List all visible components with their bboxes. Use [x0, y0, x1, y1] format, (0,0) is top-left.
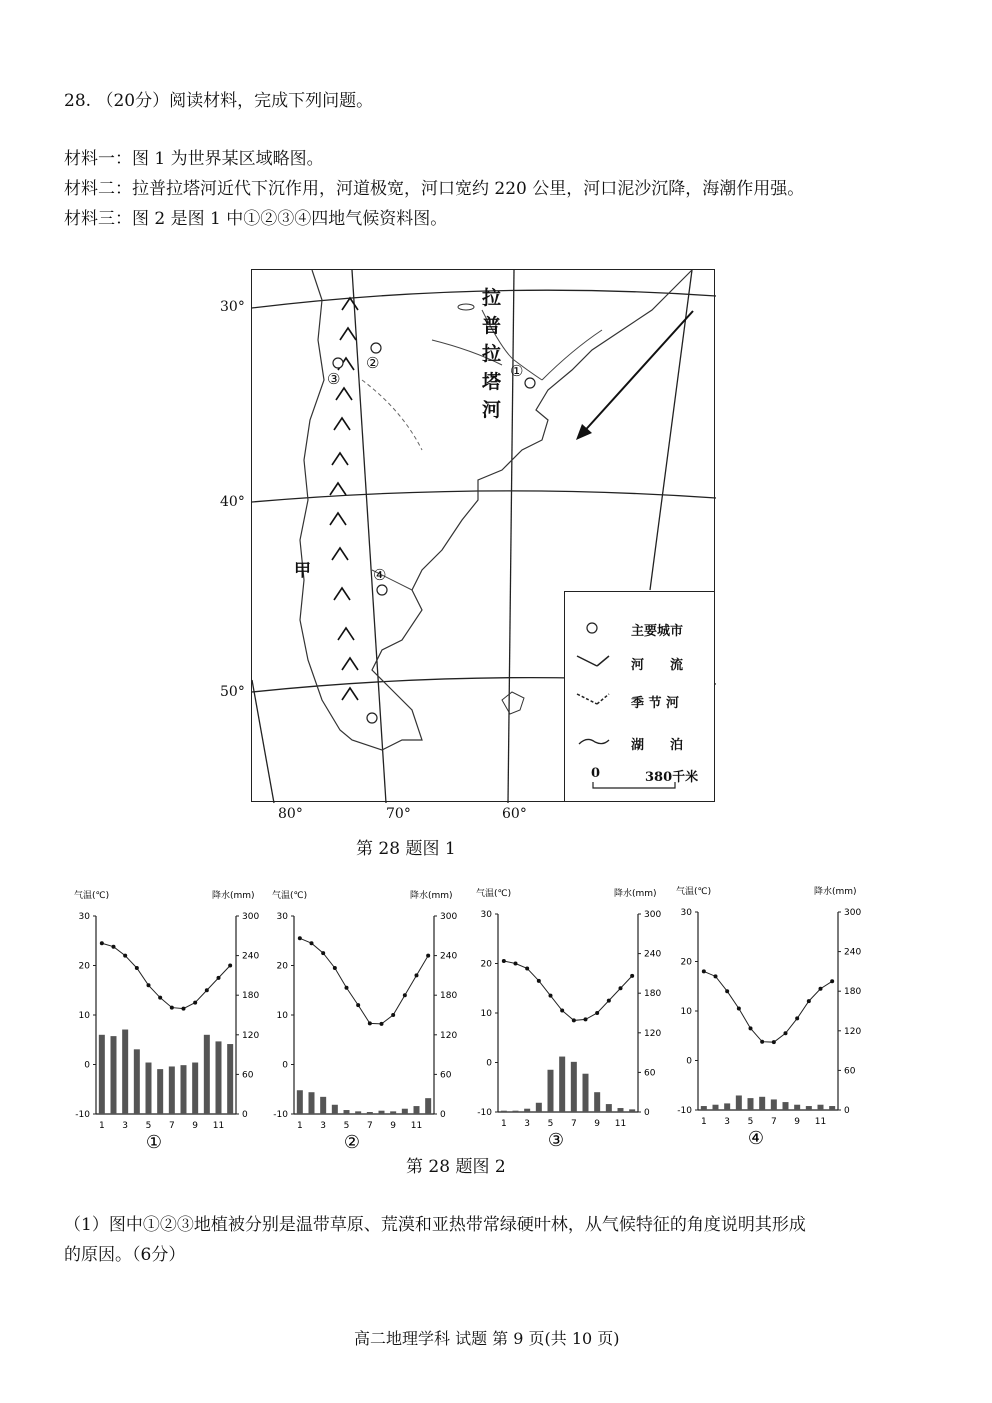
temp-tick-label: 0 — [686, 1056, 692, 1067]
temp-point — [391, 1013, 395, 1017]
temp-point — [725, 989, 729, 993]
month-tick-label: 11 — [814, 1117, 827, 1127]
precip-bar — [146, 1063, 152, 1114]
climate-chart-1 — [72, 886, 272, 1153]
temp-tick-label: 30 — [480, 910, 492, 920]
precip-tick-label: 180 — [844, 987, 862, 998]
precip-tick-label: 60 — [844, 1066, 856, 1077]
temp-point — [193, 1001, 197, 1005]
precip-axis-label: 降水(mm) — [212, 891, 255, 901]
precip-bar — [536, 1103, 542, 1112]
precip-bar — [157, 1069, 163, 1114]
month-tick-label: 3 — [524, 1119, 531, 1129]
precip-tick-label: 0 — [844, 1106, 850, 1116]
month-tick-label: 1 — [500, 1119, 507, 1129]
lat-40: 40° — [220, 494, 245, 510]
temp-line — [300, 938, 428, 1024]
precip-bar — [618, 1108, 624, 1112]
precip-bar — [355, 1111, 361, 1114]
material-1: 材料一：图 1 为世界某区域略图。 — [64, 149, 324, 169]
temp-point — [784, 1031, 788, 1035]
temp-line — [102, 943, 230, 1008]
month-tick-label: 11 — [614, 1119, 627, 1129]
temp-tick-label: 30 — [78, 912, 90, 922]
temp-axis-label: 气温(℃) — [476, 889, 512, 899]
climate-chart-2 — [270, 886, 470, 1153]
precip-bar — [227, 1044, 233, 1114]
precip-bar — [736, 1095, 742, 1110]
climate-chart-3 — [474, 884, 674, 1151]
month-tick-label: 5 — [343, 1121, 350, 1131]
temp-point — [182, 1007, 186, 1011]
river-label-5: 河 — [482, 399, 502, 421]
temp-tick-label: 10 — [680, 1007, 692, 1017]
precip-bar — [379, 1111, 385, 1114]
precip-bar — [414, 1106, 420, 1114]
precip-tick-label: 300 — [644, 910, 662, 920]
temp-point — [356, 1003, 360, 1007]
temp-point — [772, 1040, 776, 1044]
map-legend — [564, 591, 715, 802]
temp-point — [584, 1017, 588, 1021]
temp-point — [228, 964, 232, 968]
temp-point — [380, 1022, 384, 1026]
precip-tick-label: 300 — [242, 912, 260, 922]
month-tick-label: 9 — [594, 1119, 601, 1129]
chart-title: ③ — [547, 1130, 565, 1151]
temp-point — [502, 959, 506, 963]
precip-bar — [134, 1049, 140, 1114]
temp-point — [333, 966, 337, 970]
temp-axis-label: 气温(℃) — [676, 887, 712, 897]
temp-point — [572, 1018, 576, 1022]
month-tick-label: 1 — [98, 1121, 105, 1131]
seasonal-river-symbol-icon — [575, 686, 615, 714]
temp-point — [415, 973, 419, 977]
lon-80: 80° — [278, 806, 303, 822]
temp-point — [217, 976, 221, 980]
temp-point — [595, 1011, 599, 1015]
precip-bar — [759, 1097, 765, 1110]
precip-tick-label: 0 — [440, 1110, 446, 1120]
precip-tick-label: 120 — [844, 1026, 862, 1037]
month-tick-label: 7 — [770, 1117, 777, 1127]
precip-tick-label: 240 — [440, 951, 458, 962]
precip-tick-label: 0 — [644, 1108, 650, 1118]
month-tick-label: 1 — [700, 1117, 707, 1127]
precip-tick-label: 300 — [844, 908, 862, 918]
precip-tick-label: 300 — [440, 912, 458, 922]
city-symbol-icon — [575, 614, 615, 642]
lat-50: 50° — [220, 684, 245, 700]
precip-bar — [829, 1106, 835, 1110]
temp-point — [795, 1016, 799, 1020]
precip-bar — [425, 1098, 431, 1114]
precip-tick-label: 240 — [242, 951, 260, 962]
chart-title: ② — [343, 1132, 361, 1153]
precip-tick-label: 120 — [644, 1028, 662, 1039]
climate-chart-svg — [72, 886, 272, 1153]
temp-point — [830, 979, 834, 983]
temp-tick-label: 10 — [78, 1011, 90, 1021]
temp-axis-label: 气温(℃) — [272, 891, 308, 901]
temp-tick-label: 20 — [480, 959, 492, 970]
temp-point — [807, 999, 811, 1003]
temp-tick-label: 30 — [680, 908, 692, 918]
river-label-3: 拉 — [482, 343, 502, 365]
charts-caption: 第 28 题图 2 — [406, 1157, 506, 1177]
temp-point — [702, 969, 706, 973]
sub-question-line-2: 的原因。（6分） — [64, 1245, 186, 1265]
month-tick-label: 1 — [296, 1121, 303, 1131]
scale-value: 380千米 — [645, 770, 699, 785]
month-tick-label: 9 — [794, 1117, 801, 1127]
month-tick-label: 7 — [570, 1119, 577, 1129]
climate-chart-4 — [674, 882, 874, 1149]
question-title: 28. （20分）阅读材料，完成下列问题。 — [64, 91, 374, 111]
precip-bar — [629, 1109, 635, 1112]
temp-point — [205, 988, 209, 992]
legend-lake: 湖 泊 — [565, 728, 716, 756]
temp-tick-label: 20 — [276, 961, 288, 972]
month-tick-label: 5 — [145, 1121, 152, 1131]
month-tick-label: 7 — [168, 1121, 175, 1131]
precip-bar — [344, 1110, 350, 1114]
precip-bar — [122, 1030, 128, 1114]
temp-point — [403, 993, 407, 997]
precip-axis-label: 降水(mm) — [614, 889, 657, 899]
month-tick-label: 11 — [212, 1121, 225, 1131]
temp-point — [514, 962, 518, 966]
climate-chart-svg — [474, 884, 674, 1151]
precip-axis-label: 降水(mm) — [814, 887, 857, 897]
temp-point — [630, 974, 634, 978]
month-tick-label: 9 — [192, 1121, 199, 1131]
temp-point — [737, 1007, 741, 1011]
lon-60: 60° — [502, 806, 527, 822]
temp-tick-label: 20 — [680, 957, 692, 968]
river-label-1: 拉 — [482, 287, 502, 309]
precip-tick-label: 60 — [644, 1068, 656, 1079]
precip-tick-label: 0 — [242, 1110, 248, 1120]
precip-bar — [806, 1106, 812, 1110]
temp-point — [619, 986, 623, 990]
temp-point — [345, 986, 349, 990]
temp-line — [504, 961, 632, 1020]
temp-tick-label: 0 — [84, 1060, 90, 1071]
city-marker-2: ② — [366, 354, 380, 372]
temp-tick-label: 10 — [276, 1011, 288, 1021]
precip-bar — [571, 1062, 577, 1112]
precip-bar — [748, 1098, 754, 1110]
scale-zero: 0 — [591, 766, 601, 781]
month-tick-label: 3 — [320, 1121, 327, 1131]
temp-tick-label: -10 — [677, 1106, 692, 1116]
city-marker-3: ③ — [327, 370, 341, 388]
temp-point — [112, 945, 116, 949]
precip-bar — [320, 1097, 326, 1114]
precip-bar — [559, 1057, 565, 1112]
temp-point — [170, 1006, 174, 1010]
precip-bar — [332, 1105, 338, 1114]
month-tick-label: 5 — [547, 1119, 554, 1129]
legend-river: 河 流 — [565, 648, 716, 676]
precip-bar — [771, 1099, 777, 1110]
precip-bar — [606, 1104, 612, 1112]
precip-bar — [216, 1041, 222, 1114]
precip-bar — [524, 1109, 530, 1112]
temp-point — [525, 966, 529, 970]
scale-bar — [591, 782, 681, 792]
temp-point — [135, 966, 139, 970]
precip-bar — [583, 1074, 589, 1112]
material-2: 材料二：拉普拉塔河近代下沉作用，河道极宽，河口宽约 220 公里，河口泥沙沉降，海潮作用强。 — [64, 179, 805, 199]
temp-tick-label: -10 — [273, 1110, 288, 1120]
temp-point — [298, 936, 302, 940]
month-tick-label: 9 — [390, 1121, 397, 1131]
temp-tick-label: -10 — [75, 1110, 90, 1120]
temp-tick-label: 10 — [480, 1009, 492, 1019]
river-label-2: 普 — [482, 315, 502, 337]
climate-chart-svg — [270, 886, 470, 1153]
lat-30: 30° — [220, 299, 245, 315]
temp-point — [100, 941, 104, 945]
precip-bar — [297, 1090, 303, 1114]
climate-chart-svg — [674, 882, 874, 1149]
precip-bar — [713, 1105, 719, 1110]
precip-bar — [701, 1106, 707, 1110]
city-marker-1: ① — [510, 362, 524, 380]
lon-70: 70° — [386, 806, 411, 822]
precip-bar — [724, 1103, 730, 1110]
sub-question-line-1: （1）图中①②③地植被分别是温带草原、荒漠和亚热带常绿硬叶林，从气候特征的角度说明其形成 — [64, 1215, 806, 1235]
temp-point — [560, 1009, 564, 1013]
material-3: 材料三：图 2 是图 1 中①②③④四地气候资料图。 — [64, 209, 448, 229]
temp-point — [714, 974, 718, 978]
precip-bar — [367, 1112, 373, 1114]
temp-tick-label: -10 — [477, 1108, 492, 1118]
temp-axis-label: 气温(℃) — [74, 891, 110, 901]
precip-bar — [402, 1109, 408, 1114]
temp-point — [549, 994, 553, 998]
legend-city: 主要城市 — [565, 614, 716, 642]
month-tick-label: 3 — [724, 1117, 731, 1127]
temp-tick-label: 30 — [276, 912, 288, 922]
chart-title: ④ — [747, 1128, 765, 1149]
river-symbol-icon — [575, 648, 615, 676]
precip-bar — [181, 1065, 187, 1114]
temp-point — [760, 1040, 764, 1044]
precip-bar — [794, 1105, 800, 1110]
precip-bar — [513, 1111, 519, 1112]
precip-bar — [783, 1102, 789, 1110]
precip-bar — [169, 1066, 175, 1114]
temp-point — [321, 951, 325, 955]
temp-line — [704, 971, 832, 1042]
precip-bar — [309, 1092, 315, 1114]
precip-bar — [192, 1063, 198, 1114]
month-tick-label: 5 — [747, 1117, 754, 1127]
precip-tick-label: 60 — [242, 1070, 254, 1081]
precip-tick-label: 180 — [242, 991, 260, 1002]
precip-bar — [548, 1070, 554, 1112]
legend-seasonal-river: 季 节 河 — [565, 686, 716, 714]
precip-tick-label: 180 — [440, 991, 458, 1002]
temp-point — [368, 1021, 372, 1025]
temp-point — [819, 987, 823, 991]
temp-tick-label: 20 — [78, 961, 90, 972]
precip-bar — [99, 1035, 105, 1114]
river-label-4: 塔 — [482, 371, 502, 393]
precip-tick-label: 120 — [440, 1030, 458, 1041]
temp-point — [123, 954, 127, 958]
lake-symbol-icon — [575, 728, 615, 756]
precip-tick-label: 240 — [644, 949, 662, 960]
precip-bar — [501, 1111, 507, 1112]
temp-point — [537, 979, 541, 983]
month-tick-label: 3 — [122, 1121, 129, 1131]
precip-axis-label: 降水(mm) — [410, 891, 453, 901]
precip-bar — [111, 1036, 117, 1114]
precip-tick-label: 240 — [844, 947, 862, 958]
precip-bar — [204, 1035, 210, 1114]
precip-tick-label: 180 — [644, 989, 662, 1000]
month-tick-label: 11 — [410, 1121, 423, 1131]
chart-title: ① — [145, 1132, 163, 1153]
precip-tick-label: 60 — [440, 1070, 452, 1081]
place-jia: 甲 — [294, 561, 311, 581]
temp-tick-label: 0 — [282, 1060, 288, 1071]
temp-point — [426, 954, 430, 958]
map-caption: 第 28 题图 1 — [356, 839, 456, 859]
temp-point — [158, 996, 162, 1000]
page-footer: 高二地理学科 试题 第 9 页(共 10 页) — [354, 1329, 620, 1348]
temp-point — [310, 941, 314, 945]
precip-bar — [818, 1105, 824, 1110]
city-marker-4: ④ — [373, 566, 387, 584]
temp-tick-label: 0 — [486, 1058, 492, 1069]
precip-bar — [390, 1111, 396, 1114]
precip-tick-label: 120 — [242, 1030, 260, 1041]
temp-point — [147, 983, 151, 987]
precip-bar — [594, 1092, 600, 1112]
temp-point — [607, 999, 611, 1003]
temp-point — [749, 1026, 753, 1030]
month-tick-label: 7 — [366, 1121, 373, 1131]
